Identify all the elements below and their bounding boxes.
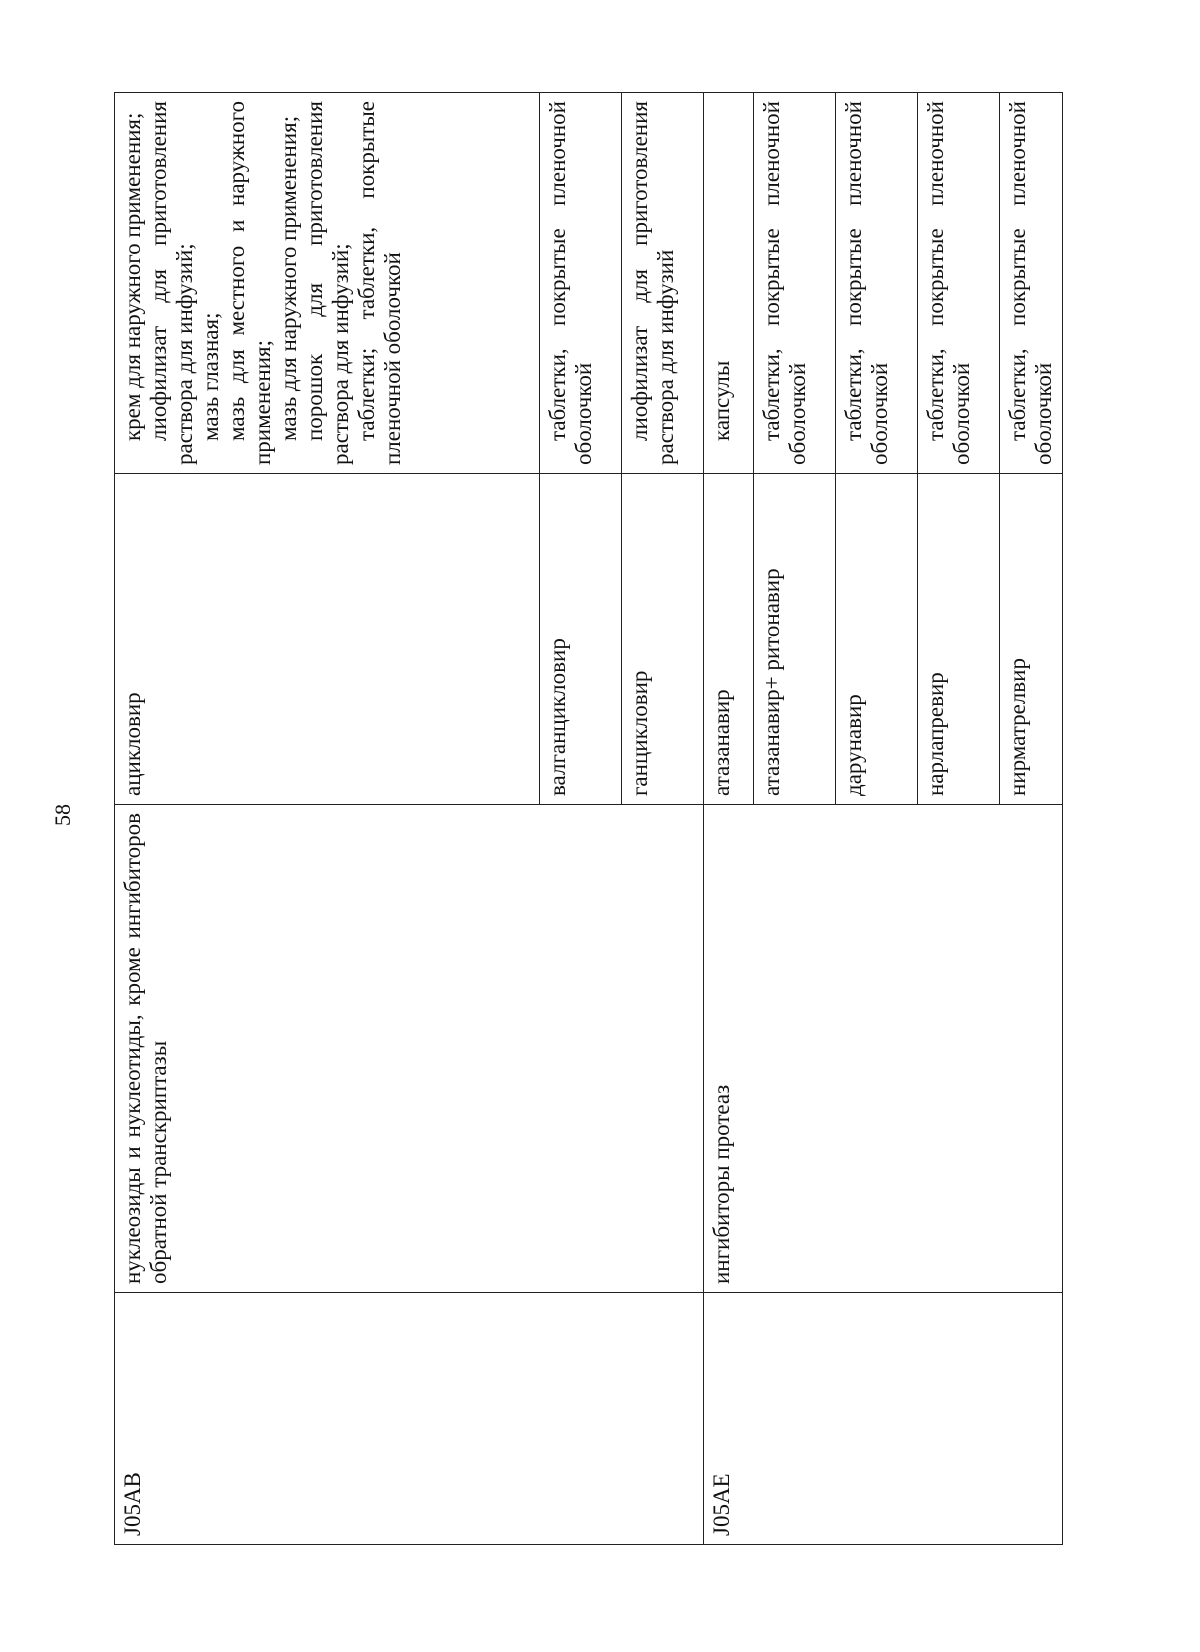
drug-name-cell: нарлапревир (918, 474, 1000, 805)
dosage-form-cell: таблетки, покрытые пленочной оболочкой (918, 93, 1000, 474)
group-name-cell: ингибиторы протеаз (704, 805, 1063, 1293)
dosage-form-line: крем для наружного применения; (120, 112, 145, 441)
dosage-form-cell: лиофилизат для приготовления раствора для инфузий (622, 93, 704, 474)
dosage-form-line: лиофилизат для приготовления раствора для инфузий; (146, 101, 197, 465)
dosage-form-cell: таблетки, покрытые пленочной оболочкой (1000, 93, 1063, 474)
page-number: 58 (50, 804, 75, 826)
dosage-form-line: мазь для наружного применения; (276, 115, 301, 441)
rotated-page-content (114, 93, 1056, 1545)
atc-code-cell: J05AE (704, 1293, 1063, 1545)
drug-name-cell: ацикловир (115, 474, 540, 805)
dosage-form-cell: таблетки, покрытые пленочной оболочкой (540, 93, 622, 474)
drug-name-cell: валганцикловир (540, 474, 622, 805)
drug-name-cell: дарунавир (836, 474, 918, 805)
dosage-form-cell: таблетки, покрытые пленочной оболочкой (836, 93, 918, 474)
dosage-form-cell: таблетки, покрытые пленочной оболочкой (754, 93, 836, 474)
dosage-form-cell: капсулы (704, 93, 754, 474)
dosage-form-line: порошок для приготовления раствора для инфузий; (302, 101, 353, 465)
drug-name-cell: атазанавир (704, 474, 754, 805)
drug-name-cell: атазанавир+ ритонавир (754, 474, 836, 805)
dosage-form-line: таблетки; таблетки, покрытые пленочной оболочкой (354, 101, 405, 465)
drug-name-cell: нирматрелвир (1000, 474, 1063, 805)
drug-name-cell: ганцикловир (622, 474, 704, 805)
drug-table (114, 92, 1063, 1545)
group-name-cell: нуклеозиды и нуклеотиды, кроме ингибиторов обратной транскриптазы (115, 805, 704, 1293)
dosage-form-cell (115, 93, 540, 474)
table-row (704, 93, 754, 1545)
atc-code-cell: J05AB (115, 1293, 704, 1545)
dosage-form-line: мазь для местного и наружного применения; (224, 101, 275, 465)
dosage-form-line: мазь глазная; (198, 312, 223, 441)
table-row (115, 93, 540, 1545)
